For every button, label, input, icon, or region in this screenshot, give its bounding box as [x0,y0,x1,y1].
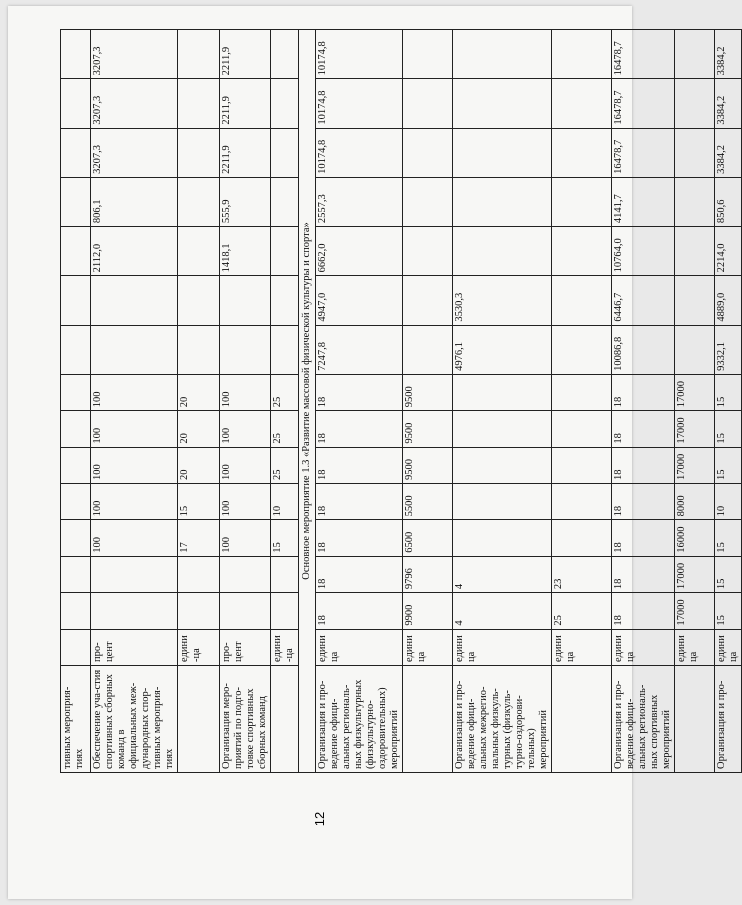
value-cell: 100 [220,484,271,520]
value-cell: 17000 [675,374,715,410]
value-cell [220,325,271,374]
value-cell [61,177,91,226]
value-cell [403,79,453,128]
value-cell [675,30,715,79]
unit-cell: про-цент [91,629,178,665]
value-cell: 2211,9 [220,128,271,177]
value-cell: 18 [316,447,403,483]
value-cell [453,411,552,447]
row-name-cell [178,665,220,772]
value-cell: 15 [715,520,742,556]
value-cell [178,30,220,79]
value-cell: 15 [271,520,299,556]
value-cell [271,30,299,79]
value-cell [61,325,91,374]
value-cell [453,128,552,177]
value-cell: 3530,3 [453,276,552,325]
value-cell: 2557,3 [316,177,403,226]
row-name-cell: Организация и про-ведение офици-альных региональ-ных физкультурных (физкультурно-оздоровительных) мероприятий [316,665,403,772]
value-cell: 9332,1 [715,325,742,374]
value-cell [61,276,91,325]
value-cell [271,177,299,226]
value-cell [453,227,552,276]
table-row [178,30,220,773]
value-cell: 9500 [403,447,453,483]
value-cell [552,177,612,226]
row-name-cell: Обеспечение уча-стия спортивных сборных команд в официальных меж-дународных спор-тивных мероприя-тиях [91,665,178,772]
value-cell [61,593,91,629]
value-cell: 3384,2 [715,128,742,177]
value-cell: 18 [316,556,403,592]
value-cell [453,484,552,520]
value-cell [403,177,453,226]
value-cell: 100 [91,447,178,483]
value-cell [453,30,552,79]
value-cell [61,79,91,128]
table-row [91,30,178,773]
value-cell: 15 [715,374,742,410]
value-cell: 555,9 [220,177,271,226]
value-cell: 18 [612,447,675,483]
value-cell: 16478,7 [612,128,675,177]
row-name-cell: Организация и про- [715,665,742,772]
value-cell: 100 [91,520,178,556]
value-cell: 6500 [403,520,453,556]
value-cell [61,227,91,276]
table-row [675,30,715,773]
unit-cell: единица [453,629,552,665]
value-cell [61,556,91,592]
value-cell [91,276,178,325]
value-cell: 10086,8 [612,325,675,374]
value-cell [271,128,299,177]
value-cell [552,411,612,447]
value-cell: 23 [552,556,612,592]
value-cell [61,520,91,556]
value-cell: 10764,0 [612,227,675,276]
value-cell [178,79,220,128]
value-cell [403,325,453,374]
table-body-top [61,30,299,773]
value-cell: 10174,8 [316,128,403,177]
table-row [453,30,552,773]
value-cell: 2112,0 [91,227,178,276]
value-cell [178,128,220,177]
value-cell: 4889,0 [715,276,742,325]
value-cell [453,79,552,128]
rotated-table-wrapper [60,29,739,773]
value-cell: 6662,0 [316,227,403,276]
value-cell [403,227,453,276]
value-cell [220,593,271,629]
value-cell: 15 [715,593,742,629]
value-cell: 3207,3 [91,30,178,79]
value-cell [178,593,220,629]
value-cell: 9500 [403,374,453,410]
value-cell: 18 [316,484,403,520]
value-cell [675,325,715,374]
value-cell [403,276,453,325]
value-cell [271,227,299,276]
table-row [403,30,453,773]
value-cell [220,276,271,325]
value-cell [675,177,715,226]
value-cell: 15 [715,447,742,483]
table-row [316,30,403,773]
unit-cell: единица [403,629,453,665]
value-cell: 806,1 [91,177,178,226]
value-cell: 3384,2 [715,79,742,128]
row-name-cell [552,665,612,772]
value-cell [552,374,612,410]
value-cell: 17 [178,520,220,556]
page-number: 12 [312,811,327,827]
value-cell: 4141,7 [612,177,675,226]
value-cell: 20 [178,374,220,410]
table-row [552,30,612,773]
value-cell [453,447,552,483]
table-body-bottom [316,30,742,773]
value-cell [552,79,612,128]
value-cell [552,30,612,79]
value-cell: 9500 [403,411,453,447]
value-cell: 2211,9 [220,79,271,128]
value-cell: 16478,7 [612,30,675,79]
value-cell: 18 [612,411,675,447]
value-cell: 25 [552,593,612,629]
value-cell: 15 [178,484,220,520]
value-cell: 17000 [675,556,715,592]
value-cell [178,556,220,592]
row-name-cell [403,665,453,772]
value-cell [403,128,453,177]
value-cell: 18 [612,484,675,520]
table-row [61,30,91,773]
value-cell: 18 [316,593,403,629]
value-cell: 100 [91,484,178,520]
value-cell [91,325,178,374]
value-cell: 4976,1 [453,325,552,374]
section-header [299,30,316,773]
value-cell [403,30,453,79]
value-cell [453,374,552,410]
value-cell: 4 [453,556,552,592]
value-cell [675,128,715,177]
value-cell [178,227,220,276]
value-cell: 4947,0 [316,276,403,325]
value-cell [61,411,91,447]
table-row [271,30,299,773]
unit-cell: единица [715,629,742,665]
value-cell: 1418,1 [220,227,271,276]
row-name-cell: Организация и про-ведение офици-альных межрегио-нальных физкуль-турных (физкуль-турно-оздорови-тельных) мероприятий [453,665,552,772]
table-row [299,30,316,773]
value-cell: 100 [91,374,178,410]
value-cell: 2211,9 [220,30,271,79]
value-cell: 16000 [675,520,715,556]
value-cell [61,128,91,177]
unit-cell: единица [316,629,403,665]
data-table [60,29,742,773]
value-cell: 100 [220,447,271,483]
value-cell: 4 [453,593,552,629]
value-cell: 10174,8 [316,79,403,128]
value-cell [61,30,91,79]
value-cell: 18 [612,374,675,410]
value-cell: 3207,3 [91,128,178,177]
unit-cell: единица [612,629,675,665]
document-page [8,6,739,899]
value-cell: 20 [178,447,220,483]
value-cell: 17000 [675,593,715,629]
value-cell: 18 [316,411,403,447]
value-cell [61,374,91,410]
value-cell: 16478,7 [612,79,675,128]
value-cell [178,177,220,226]
value-cell [552,227,612,276]
value-cell: 3207,3 [91,79,178,128]
section-title: Основное мероприятие 1.3 «Развитие массовой физической культуры и спорта» [299,30,316,773]
value-cell: 25 [271,447,299,483]
value-cell [552,484,612,520]
value-cell [453,520,552,556]
value-cell [552,325,612,374]
value-cell: 18 [612,593,675,629]
table-row [715,30,742,773]
value-cell: 100 [220,520,271,556]
table-row [220,30,271,773]
value-cell: 25 [271,374,299,410]
value-cell [271,593,299,629]
value-cell [178,325,220,374]
row-name-cell: Организация и про-ведение офици-альных региональ-ных спортивных мероприятий [612,665,675,772]
unit-cell: единица [675,629,715,665]
value-cell: 10 [271,484,299,520]
value-cell [675,79,715,128]
value-cell: 15 [715,411,742,447]
value-cell [91,556,178,592]
value-cell: 100 [91,411,178,447]
value-cell [271,79,299,128]
row-name-cell [675,665,715,772]
value-cell: 18 [316,374,403,410]
value-cell: 18 [316,520,403,556]
value-cell: 20 [178,411,220,447]
value-cell [552,447,612,483]
value-cell: 850,6 [715,177,742,226]
value-cell [91,593,178,629]
value-cell [61,447,91,483]
value-cell: 6446,7 [612,276,675,325]
value-cell [675,227,715,276]
row-name-cell: тивных мероприя-тиях [61,665,91,772]
value-cell: 8000 [675,484,715,520]
value-cell: 9900 [403,593,453,629]
value-cell [271,325,299,374]
value-cell [453,177,552,226]
value-cell: 100 [220,411,271,447]
value-cell: 7247,8 [316,325,403,374]
value-cell: 10174,8 [316,30,403,79]
unit-cell: про-цент [220,629,271,665]
value-cell: 25 [271,411,299,447]
value-cell [675,276,715,325]
value-cell [220,556,271,592]
value-cell [271,556,299,592]
value-cell: 100 [220,374,271,410]
value-cell: 2214,0 [715,227,742,276]
unit-cell [61,629,91,665]
value-cell [178,276,220,325]
value-cell [552,128,612,177]
value-cell: 18 [612,556,675,592]
value-cell [552,520,612,556]
value-cell [552,276,612,325]
value-cell: 10 [715,484,742,520]
value-cell: 5500 [403,484,453,520]
value-cell: 15 [715,556,742,592]
value-cell: 17000 [675,447,715,483]
value-cell: 9796 [403,556,453,592]
row-name-cell: Организация меро-приятий по подго-товке спортивных сборных команд [220,665,271,772]
unit-cell: единица [552,629,612,665]
unit-cell: едини-ца [178,629,220,665]
value-cell: 3384,2 [715,30,742,79]
table-row [612,30,675,773]
row-name-cell [271,665,299,772]
value-cell: 18 [612,520,675,556]
value-cell: 17000 [675,411,715,447]
value-cell [271,276,299,325]
unit-cell: едини-ца [271,629,299,665]
value-cell [61,484,91,520]
